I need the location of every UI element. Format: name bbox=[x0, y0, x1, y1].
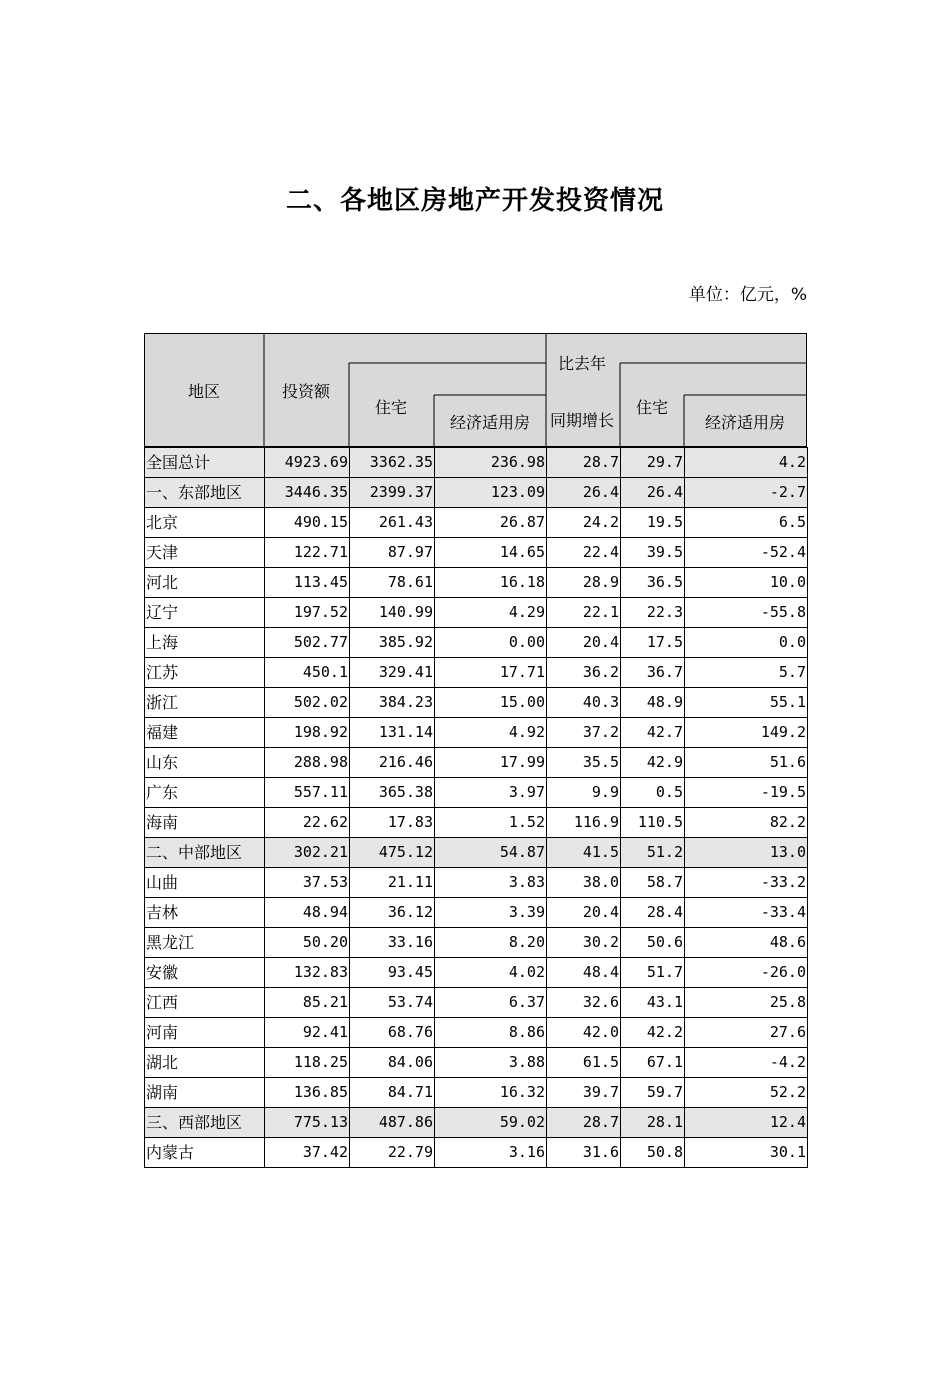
table-row bbox=[145, 628, 808, 658]
value-cell-growth-aff: 27.6 bbox=[685, 1018, 808, 1048]
value-cell-residential: 3362.35 bbox=[350, 448, 435, 478]
value-cell-growth-res: 28.4 bbox=[621, 898, 685, 928]
value-cell-investment: 4923.69 bbox=[265, 448, 350, 478]
value-cell-residential: 78.61 bbox=[350, 568, 435, 598]
value-cell-growth-res: 51.7 bbox=[621, 958, 685, 988]
value-cell-residential: 36.12 bbox=[350, 898, 435, 928]
value-cell-growth-aff: 10.0 bbox=[685, 568, 808, 598]
table-row bbox=[145, 538, 808, 568]
value-cell-affordable: 123.09 bbox=[435, 478, 547, 508]
value-cell-residential: 84.06 bbox=[350, 1048, 435, 1078]
value-cell-residential: 21.11 bbox=[350, 868, 435, 898]
header-yoy-affordable: 经济适用房 bbox=[704, 413, 786, 432]
value-cell-growth: 116.9 bbox=[547, 808, 621, 838]
value-cell-investment: 118.25 bbox=[265, 1048, 350, 1078]
value-cell-growth: 48.4 bbox=[547, 958, 621, 988]
value-cell-affordable: 16.32 bbox=[435, 1078, 547, 1108]
value-cell-growth: 31.6 bbox=[547, 1138, 621, 1168]
value-cell-growth: 28.7 bbox=[547, 1108, 621, 1138]
region-name-cell: 安徽 bbox=[145, 958, 265, 988]
region-name-cell: 海南 bbox=[145, 808, 265, 838]
value-cell-investment: 85.21 bbox=[265, 988, 350, 1018]
value-cell-growth-aff: 82.2 bbox=[685, 808, 808, 838]
value-cell-growth: 20.4 bbox=[547, 898, 621, 928]
value-cell-affordable: 17.71 bbox=[435, 658, 547, 688]
table-row bbox=[145, 958, 808, 988]
value-cell-affordable: 1.52 bbox=[435, 808, 547, 838]
table-row bbox=[145, 718, 808, 748]
value-cell-affordable: 4.02 bbox=[435, 958, 547, 988]
value-cell-affordable: 3.88 bbox=[435, 1048, 547, 1078]
value-cell-growth: 41.5 bbox=[547, 838, 621, 868]
value-cell-investment: 198.92 bbox=[265, 718, 350, 748]
value-cell-residential: 140.99 bbox=[350, 598, 435, 628]
value-cell-investment: 557.11 bbox=[265, 778, 350, 808]
region-name-cell: 黑龙江 bbox=[145, 928, 265, 958]
region-name-cell: 辽宁 bbox=[145, 598, 265, 628]
table-body bbox=[145, 448, 808, 1168]
header-affordable: 经济适用房 bbox=[449, 413, 531, 432]
value-cell-growth-aff: -26.0 bbox=[685, 958, 808, 988]
table-row bbox=[145, 1138, 808, 1168]
value-cell-investment: 113.45 bbox=[265, 568, 350, 598]
table-row bbox=[145, 508, 808, 538]
header-investment: 投资额 bbox=[281, 382, 331, 401]
value-cell-growth: 26.4 bbox=[547, 478, 621, 508]
value-cell-residential: 17.83 bbox=[350, 808, 435, 838]
value-cell-growth-res: 26.4 bbox=[621, 478, 685, 508]
value-cell-investment: 302.21 bbox=[265, 838, 350, 868]
value-cell-growth-res: 0.5 bbox=[621, 778, 685, 808]
value-cell-growth: 35.5 bbox=[547, 748, 621, 778]
value-cell-growth-aff: -33.4 bbox=[685, 898, 808, 928]
table-row bbox=[145, 448, 808, 478]
value-cell-growth-aff: 25.8 bbox=[685, 988, 808, 1018]
value-cell-growth-res: 19.5 bbox=[621, 508, 685, 538]
value-cell-affordable: 3.16 bbox=[435, 1138, 547, 1168]
value-cell-residential: 329.41 bbox=[350, 658, 435, 688]
value-cell-growth-aff: 5.7 bbox=[685, 658, 808, 688]
value-cell-growth-aff: 0.0 bbox=[685, 628, 808, 658]
value-cell-growth-aff: 12.4 bbox=[685, 1108, 808, 1138]
value-cell-growth: 28.9 bbox=[547, 568, 621, 598]
value-cell-investment: 450.1 bbox=[265, 658, 350, 688]
value-cell-growth: 39.7 bbox=[547, 1078, 621, 1108]
table-row bbox=[145, 568, 808, 598]
value-cell-growth: 22.1 bbox=[547, 598, 621, 628]
value-cell-investment: 490.15 bbox=[265, 508, 350, 538]
table-row bbox=[145, 1018, 808, 1048]
value-cell-investment: 37.42 bbox=[265, 1138, 350, 1168]
value-cell-residential: 2399.37 bbox=[350, 478, 435, 508]
table-row bbox=[145, 838, 808, 868]
value-cell-growth-res: 48.9 bbox=[621, 688, 685, 718]
value-cell-growth-res: 43.1 bbox=[621, 988, 685, 1018]
page-title: 二、各地区房地产开发投资情况 bbox=[285, 186, 664, 216]
table-row bbox=[145, 928, 808, 958]
value-cell-residential: 68.76 bbox=[350, 1018, 435, 1048]
value-cell-growth-aff: -4.2 bbox=[685, 1048, 808, 1078]
header-yoy-bottom: 同期增长 bbox=[549, 411, 615, 430]
value-cell-affordable: 8.86 bbox=[435, 1018, 547, 1048]
value-cell-growth-res: 51.2 bbox=[621, 838, 685, 868]
value-cell-growth: 38.0 bbox=[547, 868, 621, 898]
value-cell-growth: 32.6 bbox=[547, 988, 621, 1018]
value-cell-affordable: 4.92 bbox=[435, 718, 547, 748]
value-cell-growth-res: 67.1 bbox=[621, 1048, 685, 1078]
value-cell-investment: 136.85 bbox=[265, 1078, 350, 1108]
region-name-cell: 广东 bbox=[145, 778, 265, 808]
header-residential: 住宅 bbox=[374, 398, 408, 417]
value-cell-growth-aff: 48.6 bbox=[685, 928, 808, 958]
value-cell-growth-aff: 4.2 bbox=[685, 448, 808, 478]
value-cell-affordable: 59.02 bbox=[435, 1108, 547, 1138]
region-name-cell: 湖北 bbox=[145, 1048, 265, 1078]
table-row bbox=[145, 1078, 808, 1108]
region-name-cell: 山曲 bbox=[145, 868, 265, 898]
value-cell-investment: 502.02 bbox=[265, 688, 350, 718]
region-name-cell: 江苏 bbox=[145, 658, 265, 688]
value-cell-residential: 93.45 bbox=[350, 958, 435, 988]
table-row bbox=[145, 688, 808, 718]
value-cell-growth-res: 36.7 bbox=[621, 658, 685, 688]
table-header bbox=[144, 333, 808, 447]
table-row bbox=[145, 898, 808, 928]
value-cell-investment: 3446.35 bbox=[265, 478, 350, 508]
header-region: 地区 bbox=[187, 382, 221, 401]
value-cell-affordable: 4.29 bbox=[435, 598, 547, 628]
value-cell-growth-res: 59.7 bbox=[621, 1078, 685, 1108]
value-cell-investment: 48.94 bbox=[265, 898, 350, 928]
value-cell-growth-aff: 55.1 bbox=[685, 688, 808, 718]
value-cell-affordable: 54.87 bbox=[435, 838, 547, 868]
value-cell-growth-aff: 13.0 bbox=[685, 838, 808, 868]
value-cell-growth: 36.2 bbox=[547, 658, 621, 688]
value-cell-residential: 53.74 bbox=[350, 988, 435, 1018]
value-cell-growth-aff: -52.4 bbox=[685, 538, 808, 568]
header-yoy-top: 比去年 bbox=[557, 354, 607, 373]
value-cell-investment: 22.62 bbox=[265, 808, 350, 838]
region-name-cell: 江西 bbox=[145, 988, 265, 1018]
value-cell-growth-res: 17.5 bbox=[621, 628, 685, 658]
value-cell-growth: 37.2 bbox=[547, 718, 621, 748]
table-row bbox=[145, 478, 808, 508]
region-name-cell: 河北 bbox=[145, 568, 265, 598]
table-row bbox=[145, 988, 808, 1018]
value-cell-residential: 261.43 bbox=[350, 508, 435, 538]
region-name-cell: 内蒙古 bbox=[145, 1138, 265, 1168]
table-row bbox=[145, 868, 808, 898]
table-row bbox=[145, 808, 808, 838]
value-cell-growth-res: 22.3 bbox=[621, 598, 685, 628]
value-cell-investment: 775.13 bbox=[265, 1108, 350, 1138]
value-cell-growth-aff: -55.8 bbox=[685, 598, 808, 628]
unit-label: 单位：亿元，% bbox=[688, 285, 807, 305]
value-cell-growth-aff: -2.7 bbox=[685, 478, 808, 508]
value-cell-growth-aff: -19.5 bbox=[685, 778, 808, 808]
value-cell-affordable: 0.00 bbox=[435, 628, 547, 658]
value-cell-growth: 9.9 bbox=[547, 778, 621, 808]
region-name-cell: 福建 bbox=[145, 718, 265, 748]
value-cell-growth-res: 110.5 bbox=[621, 808, 685, 838]
value-cell-investment: 37.53 bbox=[265, 868, 350, 898]
region-name-cell: 吉林 bbox=[145, 898, 265, 928]
value-cell-affordable: 26.87 bbox=[435, 508, 547, 538]
region-name-cell: 一、东部地区 bbox=[145, 478, 265, 508]
investment-table bbox=[144, 447, 808, 1168]
value-cell-growth: 40.3 bbox=[547, 688, 621, 718]
value-cell-growth-aff: 30.1 bbox=[685, 1138, 808, 1168]
value-cell-growth-res: 39.5 bbox=[621, 538, 685, 568]
value-cell-growth-res: 42.7 bbox=[621, 718, 685, 748]
value-cell-residential: 131.14 bbox=[350, 718, 435, 748]
value-cell-affordable: 8.20 bbox=[435, 928, 547, 958]
value-cell-growth-aff: 6.5 bbox=[685, 508, 808, 538]
region-name-cell: 天津 bbox=[145, 538, 265, 568]
value-cell-affordable: 16.18 bbox=[435, 568, 547, 598]
value-cell-affordable: 17.99 bbox=[435, 748, 547, 778]
value-cell-residential: 487.86 bbox=[350, 1108, 435, 1138]
value-cell-growth-res: 50.6 bbox=[621, 928, 685, 958]
value-cell-growth-res: 58.7 bbox=[621, 868, 685, 898]
table-row bbox=[145, 658, 808, 688]
value-cell-residential: 365.38 bbox=[350, 778, 435, 808]
value-cell-residential: 84.71 bbox=[350, 1078, 435, 1108]
value-cell-residential: 216.46 bbox=[350, 748, 435, 778]
value-cell-growth-aff: 52.2 bbox=[685, 1078, 808, 1108]
table-row bbox=[145, 1108, 808, 1138]
value-cell-growth: 30.2 bbox=[547, 928, 621, 958]
region-name-cell: 上海 bbox=[145, 628, 265, 658]
table-row bbox=[145, 748, 808, 778]
value-cell-affordable: 3.39 bbox=[435, 898, 547, 928]
value-cell-growth: 22.4 bbox=[547, 538, 621, 568]
value-cell-affordable: 6.37 bbox=[435, 988, 547, 1018]
value-cell-affordable: 3.97 bbox=[435, 778, 547, 808]
table-row bbox=[145, 778, 808, 808]
value-cell-investment: 502.77 bbox=[265, 628, 350, 658]
value-cell-affordable: 3.83 bbox=[435, 868, 547, 898]
value-cell-residential: 475.12 bbox=[350, 838, 435, 868]
value-cell-growth-res: 50.8 bbox=[621, 1138, 685, 1168]
region-name-cell: 湖南 bbox=[145, 1078, 265, 1108]
value-cell-growth: 20.4 bbox=[547, 628, 621, 658]
value-cell-investment: 132.83 bbox=[265, 958, 350, 988]
region-name-cell: 河南 bbox=[145, 1018, 265, 1048]
value-cell-residential: 33.16 bbox=[350, 928, 435, 958]
region-name-cell: 浙江 bbox=[145, 688, 265, 718]
value-cell-growth-aff: 51.6 bbox=[685, 748, 808, 778]
value-cell-growth-aff: -33.2 bbox=[685, 868, 808, 898]
value-cell-growth-aff: 149.2 bbox=[685, 718, 808, 748]
value-cell-affordable: 236.98 bbox=[435, 448, 547, 478]
value-cell-investment: 50.20 bbox=[265, 928, 350, 958]
value-cell-residential: 22.79 bbox=[350, 1138, 435, 1168]
header-yoy-residential: 住宅 bbox=[635, 398, 669, 417]
region-name-cell: 全国总计 bbox=[145, 448, 265, 478]
table-row bbox=[145, 598, 808, 628]
value-cell-growth: 28.7 bbox=[547, 448, 621, 478]
value-cell-investment: 288.98 bbox=[265, 748, 350, 778]
value-cell-growth-res: 36.5 bbox=[621, 568, 685, 598]
value-cell-affordable: 14.65 bbox=[435, 538, 547, 568]
table-row bbox=[145, 1048, 808, 1078]
value-cell-residential: 385.92 bbox=[350, 628, 435, 658]
region-name-cell: 山东 bbox=[145, 748, 265, 778]
value-cell-growth-res: 29.7 bbox=[621, 448, 685, 478]
value-cell-growth-res: 28.1 bbox=[621, 1108, 685, 1138]
value-cell-growth: 42.0 bbox=[547, 1018, 621, 1048]
region-name-cell: 北京 bbox=[145, 508, 265, 538]
region-name-cell: 二、中部地区 bbox=[145, 838, 265, 868]
value-cell-growth: 24.2 bbox=[547, 508, 621, 538]
value-cell-growth-res: 42.2 bbox=[621, 1018, 685, 1048]
region-name-cell: 三、西部地区 bbox=[145, 1108, 265, 1138]
value-cell-affordable: 15.00 bbox=[435, 688, 547, 718]
value-cell-investment: 197.52 bbox=[265, 598, 350, 628]
value-cell-residential: 87.97 bbox=[350, 538, 435, 568]
value-cell-growth-res: 42.9 bbox=[621, 748, 685, 778]
value-cell-residential: 384.23 bbox=[350, 688, 435, 718]
value-cell-growth: 61.5 bbox=[547, 1048, 621, 1078]
value-cell-investment: 92.41 bbox=[265, 1018, 350, 1048]
value-cell-investment: 122.71 bbox=[265, 538, 350, 568]
